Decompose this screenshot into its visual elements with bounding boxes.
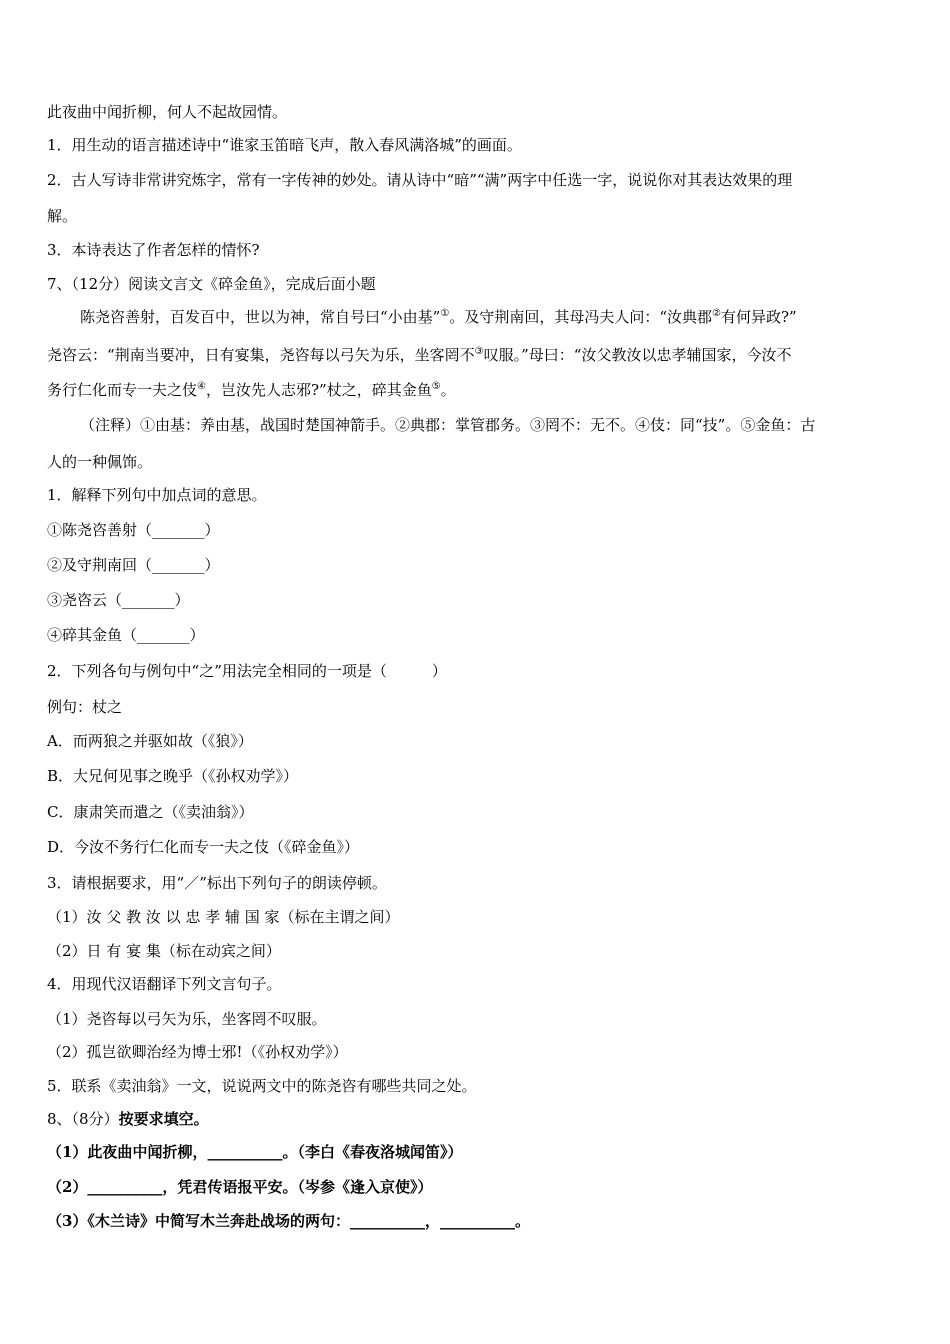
footnote-mark: ① [440,308,450,319]
passage-text: 有何异政?” [720,308,797,326]
q7-1-item: ①陈尧咨善射（_______） [47,521,220,539]
q7-4-title: 4．用现代汉语翻译下列文言句子。 [47,975,282,993]
option-d: D．今汝不务行仁化而专一夫之伎（《碎金鱼》） [47,838,360,856]
footnote-mark: ⑤ [431,381,441,392]
fill-blank-item: （2）__________，凭君传语报平安。（岑参《逢入京使》） [47,1178,433,1196]
section-8-title [47,1108,910,1130]
q7-3-item: （2）日 有 宴 集（标在动宾之间） [47,942,281,960]
footnote-mark: ② [711,308,721,319]
notes-line-2: 人的一种佩饰。 [47,453,153,471]
section-instruction: 按要求填空。 [118,1110,209,1128]
passage-text: 。及守荆南回，其母冯夫人问：“汝典郡 [449,308,712,326]
q7-3-item: （1）汝 父 教 汝 以 忠 孝 辅 国 家（标在主谓之间） [47,908,400,926]
poem-last-line: 此夜曲中闻折柳，何人不起故园情。 [47,103,288,121]
passage-text: 务行仁化而专一夫之伎 [47,381,198,399]
footnote-mark: ③ [474,346,484,357]
notes-line-1: （注释）①由基：养由基，战国时楚国神箭手。②典郡：掌管郡务。③罔不：无不。④伎：同“技”。⑤金鱼：古 [80,416,816,434]
passage-text: 。 [440,381,456,399]
passage-text: 叹服。”母曰：“汝父教汝以忠孝辅国家，今汝不 [483,346,792,364]
question-3: 3．本诗表达了作者怎样的情怀? [47,241,260,259]
passage-line-3 [47,379,910,401]
q7-2-example: 例句：杖之 [47,698,123,716]
option-a: A．而两狼之并驱如故（《狼》） [47,732,253,750]
fill-blank-item: （1）此夜曲中闻折柳，__________。（李白《春夜洛城闻笛》） [47,1143,463,1161]
question-2-line-1: 2．古人写诗非常讲究炼字，常有一字传神的妙处。请从诗中“暗”“满”两字中任选一字，说说你对其表达效果的理 [47,171,793,189]
section-number: 8、（8分） [47,1110,119,1128]
q7-1-item: ③尧咨云（_______） [47,591,190,609]
q7-4-item: （1）尧咨每以弓矢为乐，坐客罔不叹服。 [47,1010,327,1028]
option-c: C．康肃笑而遣之（《卖油翁》） [47,803,254,821]
passage-text: 陈尧咨善射，百发百中，世以为神，常自号曰“小由基” [80,308,441,326]
footnote-mark: ④ [197,381,206,392]
section-7-title: 7、（12分）阅读文言文《碎金鱼》，完成后面小题 [47,275,376,293]
q7-4-item: （2）孤岂欲卿治经为博士邪!（《孙权劝学》） [47,1043,348,1061]
passage-text: 尧咨云：“荆南当要冲，日有宴集，尧咨每以弓矢为乐，坐客罔不 [47,346,475,364]
passage-line-2 [47,344,910,366]
fill-blank-item: （3）《木兰诗》中简写木兰奔赴战场的两句：__________，__________。 [47,1212,530,1230]
q7-1-item: ②及守荆南回（_______） [47,556,220,574]
q7-2-title: 2．下列各句与例句中“之”用法完全相同的一项是（ ） [47,662,447,680]
q7-5-title: 5．联系《卖油翁》一文，说说两文中的陈尧咨有哪些共同之处。 [47,1077,477,1095]
question-1: 1．用生动的语言描述诗中“谁家玉笛暗飞声，散入春风满洛城”的画面。 [47,136,522,154]
question-2-line-2: 解。 [47,207,78,225]
q7-3-title: 3．请根据要求，用“／”标出下列句子的朗读停顿。 [47,874,387,892]
q7-1-item: ④碎其金鱼（_______） [47,626,205,644]
passage-line-1 [80,306,910,328]
passage-text: ，岂汝先人志邪?”杖之，碎其金鱼 [205,381,432,399]
q7-1-title: 1．解释下列句中加点词的意思。 [47,486,267,504]
option-b: B．大兄何见事之晚乎（《孙权劝学》） [47,767,299,785]
